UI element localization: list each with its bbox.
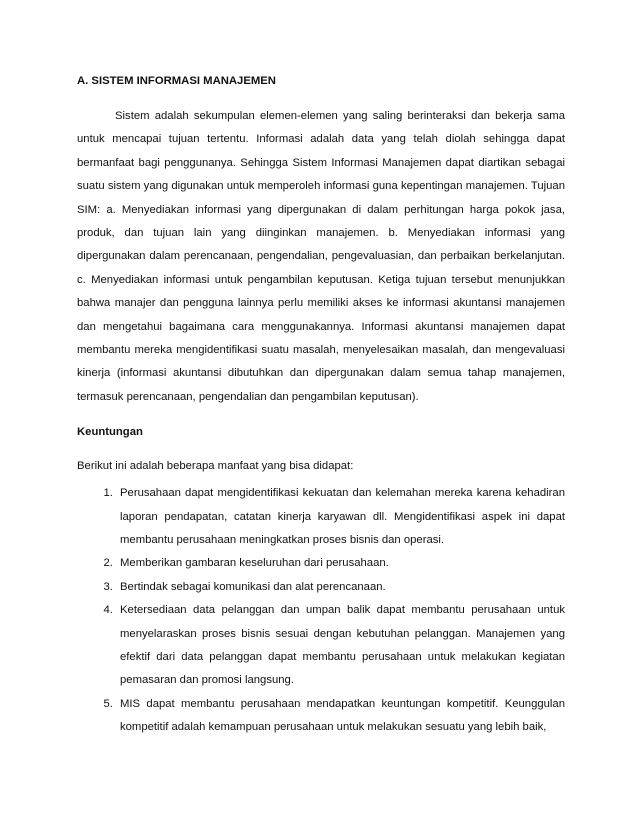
document-page xyxy=(77,74,565,740)
list-item: 5. MIS dapat membantu perusahaan mendapatkan keuntungan kompetitif. Keunggulan kompetitif adalah kemampuan perusahaan untuk melakukan sesuatu yang lebih baik, xyxy=(116,693,565,740)
intro-text: Berikut ini adalah beberapa manfaat yang bisa didapat: xyxy=(77,459,354,472)
paragraph-text: Sistem adalah sekumpulan elemen-elemen yang saling berinteraksi dan bekerja sama untuk mencapai tujuan tertentu. Informasi adalah data yang telah diolah sehingga dapat bermanfaat bagi penggunanya. Sehingga Sistem Informasi Manajemen dapat diartikan sebagai suatu sistem yang digunakan untuk memperoleh informasi guna kepentingan manajemen. Tujuan SIM: a. Menyediakan informasi yang dipergunakan di dalam perhitungan harga pokok jasa, produk, dan tujuan lain yang diinginkan manajemen. b. Menyediakan informasi yang dipergunakan dalam perencanaan, pengendalian, pengevaluasian, dan perbaikan berkelanjutan. c. Menyediakan informasi untuk pengambilan keputusan. Ketiga tujuan tersebut menunjukkan bahwa manajer dan pengguna lainnya perlu memiliki akses ke informasi akuntansi manajemen dan mengetahui bagaimana cara menggunakannya. Informasi akuntansi manajemen dapat membantu mereka mengidentifikasi suatu masalah, menyelesaikan masalah, dan mengevaluasi kinerja (informasi akuntansi dibutuhkan dan dipergunakan dalam semua tahap manajemen, termasuk perencanaan, pengendalian dan pengambilan keputusan). xyxy=(77,110,565,403)
list-item: 3. Bertindak sebagai komunikasi dan alat perencanaan. xyxy=(116,576,565,599)
benefit-list xyxy=(77,482,565,739)
list-item: 2. Memberikan gambaran keseluruhan dari perusahaan. xyxy=(116,552,565,575)
list-item: 1. Perusahaan dapat mengidentifikasi kekuatan dan kelemahan mereka karena kehadiran laporan pendapatan, catatan kinerja karyawan dll. Mengidentifikasi aspek ini dapat membantu perusahaan meningkatkan proses bisnis dan operasi. xyxy=(116,482,565,552)
list-item: 4. Ketersediaan data pelanggan dan umpan balik dapat membantu perusahaan untuk menyelaraskan proses bisnis sesuai dengan kebutuhan pelanggan. Manajemen yang efektif dari data pelanggan dapat membantu perusahaan untuk melakukan kegiatan pemasaran dan promosi langsung. xyxy=(116,599,565,693)
subheading: Keuntungan xyxy=(77,426,143,439)
body-paragraph xyxy=(77,105,565,409)
section-title: A. SISTEM INFORMASI MANAJEMEN xyxy=(77,75,276,87)
